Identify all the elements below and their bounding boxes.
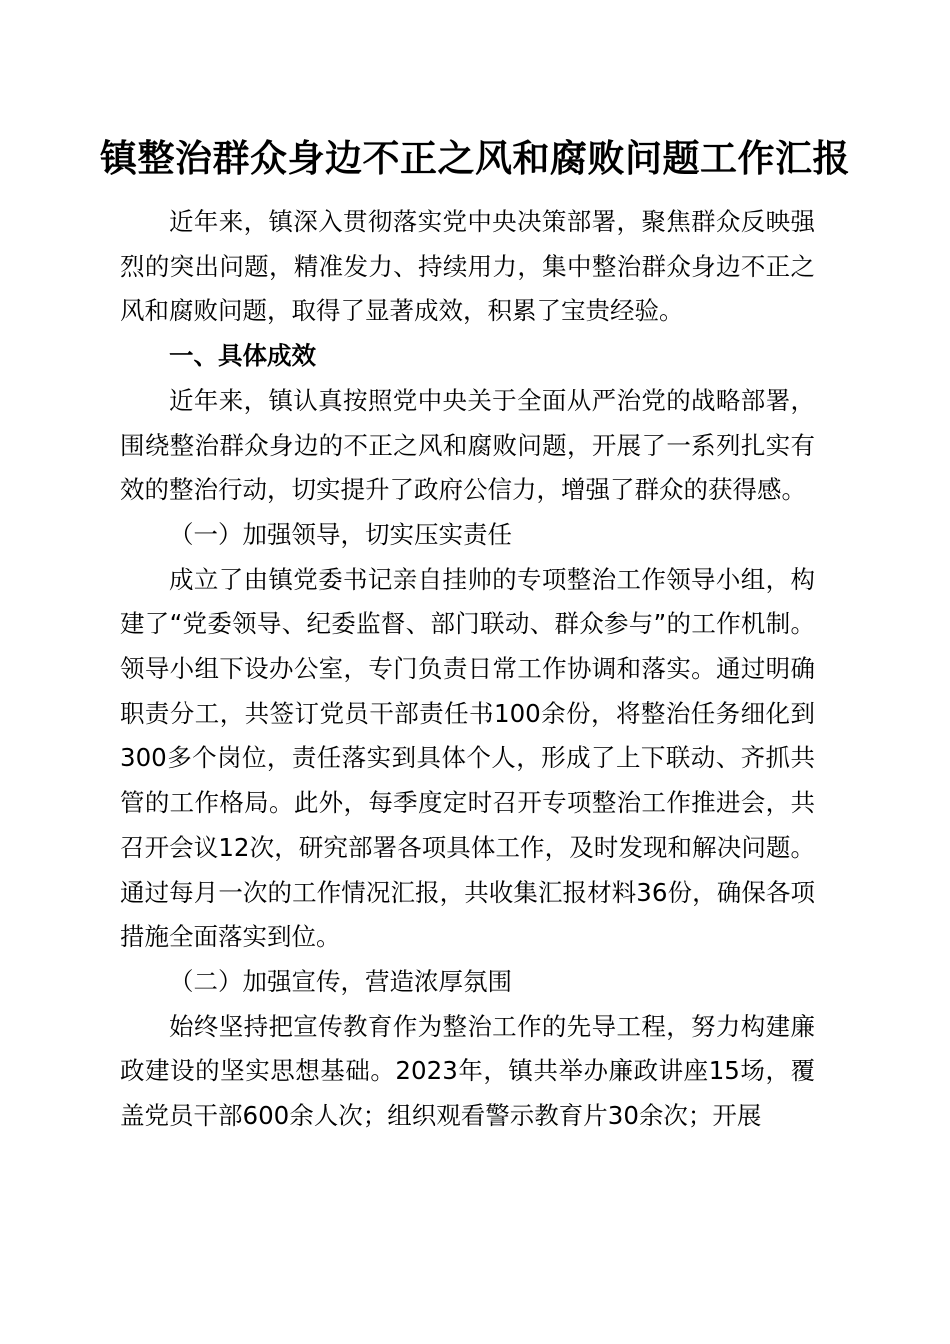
- intro-paragraph: 近年来，镇深入贯彻落实党中央决策部署，聚焦群众反映强烈的突出问题，精准发力、持续用力，集中整治群众身边不正之风和腐败问题，取得了显著成效，积累了宝贵经验。: [120, 207, 815, 326]
- leadership-paragraph: 成立了由镇党委书记亲自挂帅的专项整治工作领导小组，构建了“党委领导、纪委监督、部门联动、群众参与”的工作机制。领导小组下设办公室，专门负责日常工作协调和落实。通过明确职责分工，共签订党员干部责任书100余份，将整治任务细化到300多个岗位，责任落实到具体个人，形成了上下联动、齐抓共管的工作格局。此外，每季度定时召开专项整治工作推进会，共召开会议12次，研究部署各项具体工作，及时发现和解决问题。通过每月一次的工作情况汇报，共收集汇报材料36份，确保各项措施全面落实到位。: [120, 564, 815, 952]
- document-title: 镇整治群众身边不正之风和腐败问题工作汇报: [100, 136, 850, 180]
- achievements-paragraph: 近年来，镇认真按照党中央关于全面从严治党的战略部署，围绕整治群众身边的不正之风和腐败问题，开展了一系列扎实有效的整治行动，切实提升了政府公信力，增强了群众的获得感。: [120, 385, 815, 505]
- section-heading-achievements: 一、具体成效: [169, 341, 316, 371]
- publicity-paragraph: 始终坚持把宣传教育作为整治工作的先导工程，努力构建廉政建设的坚实思想基础。2023年，镇共举办廉政讲座15场，覆盖党员干部600余人次；组织观看警示教育片30余次；开展: [120, 1011, 815, 1131]
- document-body: [120, 200, 815, 1139]
- subsection-heading-leadership: （一）加强领导，切实压实责任: [169, 519, 512, 549]
- subsection-heading-publicity: （二）加强宣传，营造浓厚氛围: [169, 966, 512, 996]
